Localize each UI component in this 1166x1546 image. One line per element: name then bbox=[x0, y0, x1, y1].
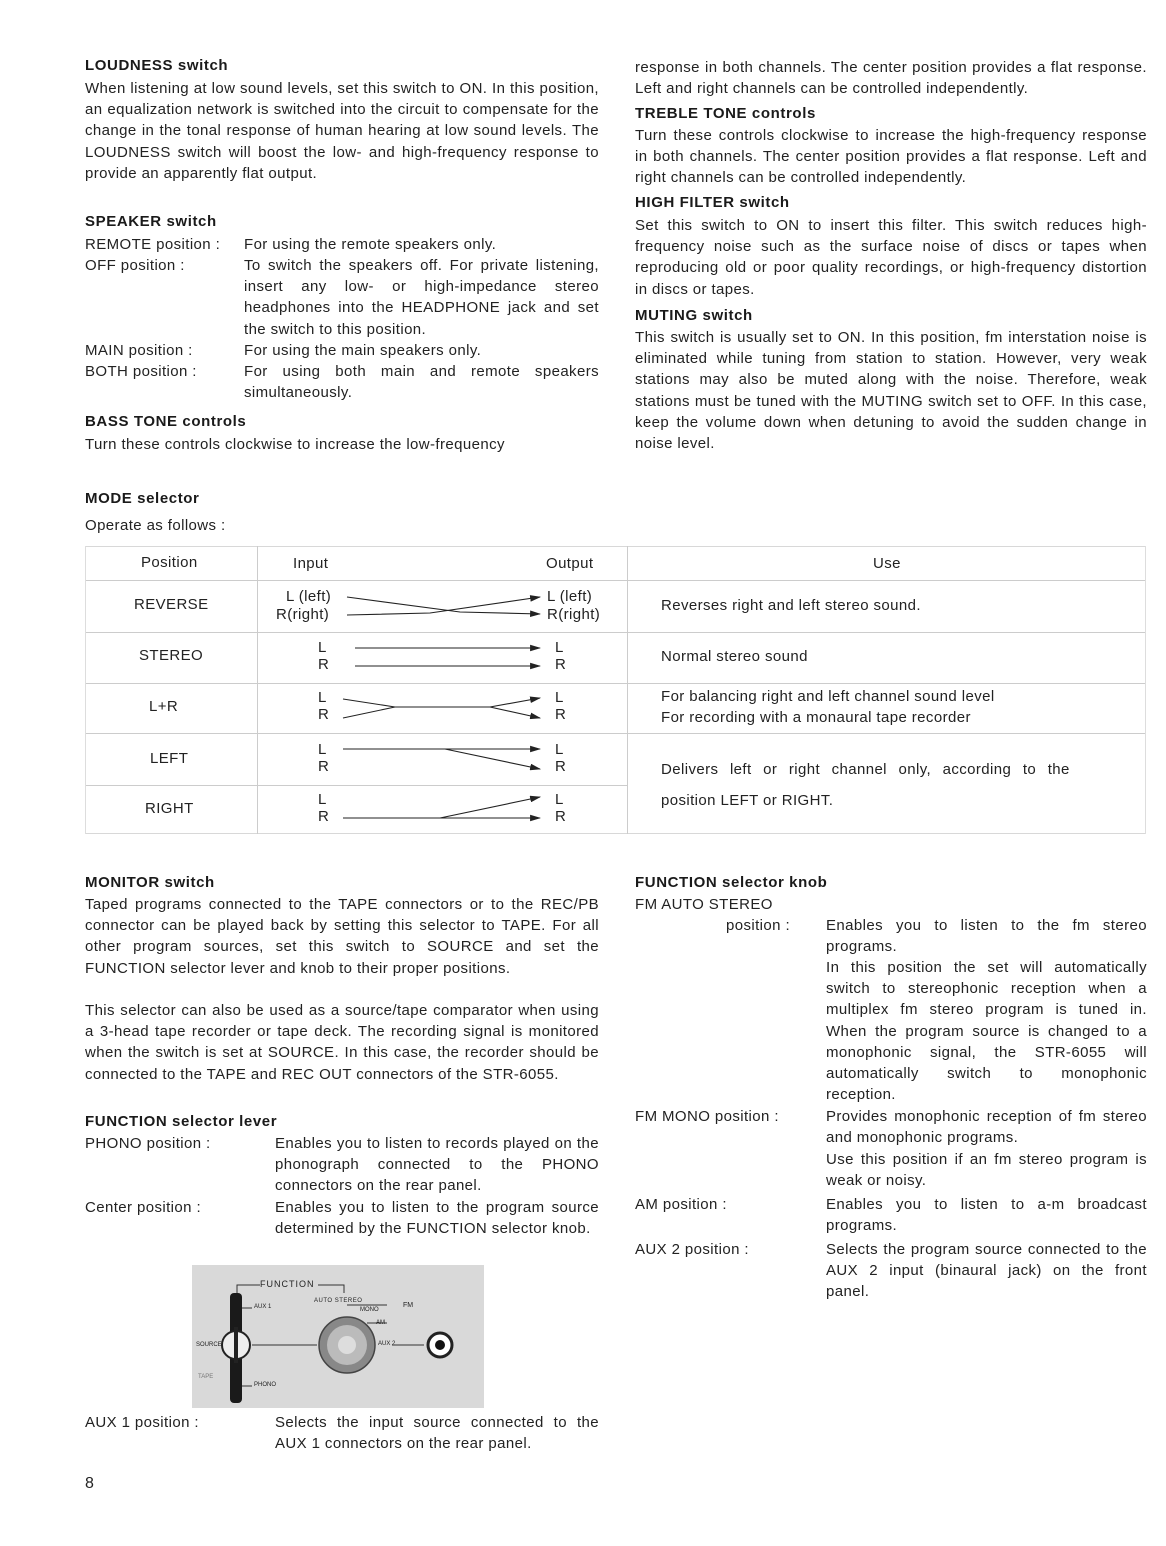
panel-source: SOURCE bbox=[196, 1342, 222, 1348]
knob-text-fm-auto-2: In this position the set will automatically switch to stereophonic reception when a multiplex fm stereo program is tuned in. When the program source is changed to a monophonic signal, the STR-6055 will automatically switch to monophonic reception. bbox=[826, 959, 1147, 1104]
panel-am: AM bbox=[376, 1320, 385, 1326]
speaker-text-main: For using the main speakers only. bbox=[244, 342, 482, 359]
muting-heading: MUTING switch bbox=[635, 307, 753, 324]
lever-label-center: Center position : bbox=[85, 1199, 202, 1216]
lever-label-phono: PHONO position : bbox=[85, 1135, 211, 1152]
reverse-out-l: L (left) bbox=[547, 588, 593, 605]
left-path-l-to-r bbox=[445, 749, 540, 769]
reverse-path-r-to-l bbox=[347, 597, 540, 615]
reverse-in-r: R(right) bbox=[276, 606, 330, 623]
position-reverse: REVERSE bbox=[134, 596, 209, 613]
speaker-label-both: BOTH position : bbox=[85, 363, 197, 380]
knob-text-fm-mono-2: Use this position if an fm stereo program is weak or noisy. bbox=[826, 1151, 1147, 1190]
speaker-heading: SPEAKER switch bbox=[85, 213, 217, 230]
lr-out-r: R bbox=[555, 706, 567, 723]
header-input: Input bbox=[293, 555, 329, 572]
bass-text-continued: response in both channels. The center position provides a flat response. Left and right channels can be controlled independently. bbox=[635, 59, 1147, 98]
knob-text-aux2: Selects the program source connected to the AUX 2 input (binaural jack) on the front panel. bbox=[826, 1241, 1147, 1301]
use-left: Delivers left or right channel only, according to the bbox=[661, 761, 1070, 778]
speaker-text-remote: For using the remote speakers only. bbox=[244, 236, 497, 253]
panel-fm: FM bbox=[403, 1302, 414, 1309]
knob-text-am: Enables you to listen to a-m broadcast programs. bbox=[826, 1196, 1147, 1235]
use-right: position LEFT or RIGHT. bbox=[661, 792, 834, 809]
speaker-text-off: To switch the speakers off. For private listening, insert any low- or high-impedance stereo headphones into the HEADPHONE jack and set the switch to this position. bbox=[244, 257, 599, 338]
mode-intro: Operate as follows : bbox=[85, 517, 226, 534]
right-in-r: R bbox=[318, 808, 330, 825]
mode-heading: MODE selector bbox=[85, 490, 200, 507]
lever-text-aux1: Selects the input source connected to the AUX 1 connectors on the rear panel. bbox=[275, 1414, 599, 1453]
position-stereo: STEREO bbox=[139, 647, 204, 664]
use-lr-2: For recording with a monaural tape recorder bbox=[661, 709, 971, 726]
lr-path-out-r bbox=[490, 707, 540, 718]
knob-label-fm-auto: FM AUTO STEREO bbox=[635, 896, 773, 913]
panel-mono: MONO bbox=[360, 1307, 379, 1313]
position-lr: L+R bbox=[149, 698, 179, 715]
signal-paths bbox=[85, 546, 628, 834]
high-filter-heading: HIGH FILTER switch bbox=[635, 194, 790, 211]
loudness-heading: LOUDNESS switch bbox=[85, 57, 229, 74]
speaker-label-off: OFF position : bbox=[85, 257, 185, 274]
lr-in-r: R bbox=[318, 706, 330, 723]
speaker-label-remote: REMOTE position : bbox=[85, 236, 221, 253]
monitor-text-2: This selector can also be used as a source/tape comparator when using a 3-head tape recorder or tape deck. The recording signal is monitored when the switch is set at SOURCE. In this case, the recorder should be connected to the TAPE and REC OUT connectors of the STR-6055. bbox=[85, 1002, 599, 1083]
muting-text: This switch is usually set to ON. In this position, fm interstation noise is eliminated while tuning from station to station. However, very weak stations may also be muted along with the noise. Therefore, weak stations must be tuned with the MUTING switch set to OFF. In this case, keep the volume down when detuning to avoid the sudden change in noise level. bbox=[635, 329, 1147, 453]
use-reverse: Reverses right and left stereo sound. bbox=[661, 597, 921, 614]
lever-text-phono: Enables you to listen to records played on the phonograph connected to the PHONO connectors on the rear panel. bbox=[275, 1135, 599, 1195]
treble-heading: TREBLE TONE controls bbox=[635, 105, 816, 122]
reverse-out-r: R(right) bbox=[547, 606, 601, 623]
stereo-out-r: R bbox=[555, 656, 567, 673]
knob-label-fm-auto-2: position : bbox=[726, 917, 791, 934]
right-out-r: R bbox=[555, 808, 567, 825]
loudness-text: When listening at low sound levels, set this switch to ON. In this position, an equalization network is switched into the circuit to compensate for the change in the tonal response of human hearing at low sound levels. The LOUDNESS switch will boost the low- and high-frequency response to provide an apparently flat output. bbox=[85, 80, 599, 182]
high-filter-text: Set this switch to ON to insert this filter. This switch reduces high-frequency noise such as the surface noise of discs or tapes when reproducing old or poor quality recordings, or high-frequency distortion in discs or tapes. bbox=[635, 217, 1147, 298]
right-out-l: L bbox=[555, 791, 564, 808]
lr-path-in bbox=[343, 699, 490, 718]
left-out-l: L bbox=[555, 741, 564, 758]
lever-text-center: Enables you to listen to the program source determined by the FUNCTION selector knob. bbox=[275, 1199, 599, 1238]
left-in-l: L bbox=[318, 741, 327, 758]
knob-text-fm-mono: Provides monophonic reception of fm stereo and monophonic programs. bbox=[826, 1108, 1147, 1147]
stereo-in-r: R bbox=[318, 656, 330, 673]
knob-label-am: AM position : bbox=[635, 1196, 727, 1213]
stereo-in-l: L bbox=[318, 639, 327, 656]
function-panel-illustration bbox=[192, 1265, 484, 1408]
speaker-label-main: MAIN position : bbox=[85, 342, 193, 359]
bass-heading: BASS TONE controls bbox=[85, 413, 247, 430]
position-left: LEFT bbox=[150, 750, 189, 767]
bass-text: Turn these controls clockwise to increase the low-frequency bbox=[85, 436, 505, 453]
panel-tape: TAPE bbox=[198, 1374, 214, 1380]
function-lever-heading: FUNCTION selector lever bbox=[85, 1113, 278, 1130]
speaker-text-both: For using both main and remote speakers simultaneously. bbox=[244, 363, 599, 402]
panel-function-label: FUNCTION bbox=[260, 1279, 315, 1289]
function-knob-heading: FUNCTION selector knob bbox=[635, 874, 828, 891]
right-in-l: L bbox=[318, 791, 327, 808]
treble-text: Turn these controls clockwise to increase the high-frequency response in both channels. The center position provides a flat response. Left and right channels can be controlled independently. bbox=[635, 127, 1147, 187]
monitor-heading: MONITOR switch bbox=[85, 874, 215, 891]
panel-aux1: AUX 1 bbox=[254, 1304, 272, 1310]
lr-out-l: L bbox=[555, 689, 564, 706]
use-lr-1: For balancing right and left channel sound level bbox=[661, 688, 995, 705]
knob-label-fm-mono: FM MONO position : bbox=[635, 1108, 779, 1125]
header-use: Use bbox=[873, 555, 901, 572]
monitor-text: Taped programs connected to the TAPE connectors or to the REC/PB connector can be played back by setting this selector to TAPE. For all other program sources, set this switch to SOURCE and set the FUNCTION selector lever and knob to their proper positions. bbox=[85, 896, 599, 977]
left-in-r: R bbox=[318, 758, 330, 775]
mode-table bbox=[85, 546, 1146, 834]
stereo-out-l: L bbox=[555, 639, 564, 656]
header-position: Position bbox=[141, 554, 198, 571]
panel-phono: PHONO bbox=[254, 1382, 277, 1388]
panel-auto-stereo: AUTO STEREO bbox=[314, 1298, 363, 1304]
reverse-in-l: L (left) bbox=[286, 588, 332, 605]
panel-aux2: AUX 2 bbox=[378, 1341, 396, 1347]
lr-path-out-l bbox=[490, 698, 540, 707]
knob-text-fm-auto: Enables you to listen to the fm stereo programs. bbox=[826, 917, 1147, 956]
knob-label-aux2: AUX 2 position : bbox=[635, 1241, 749, 1258]
lever-label-aux1: AUX 1 position : bbox=[85, 1414, 199, 1431]
position-right: RIGHT bbox=[145, 800, 194, 817]
left-out-r: R bbox=[555, 758, 567, 775]
right-path-r-to-l bbox=[440, 797, 540, 818]
use-stereo: Normal stereo sound bbox=[661, 648, 808, 665]
header-output: Output bbox=[546, 555, 594, 572]
lr-in-l: L bbox=[318, 689, 327, 706]
page-number: 8 bbox=[85, 1475, 94, 1492]
